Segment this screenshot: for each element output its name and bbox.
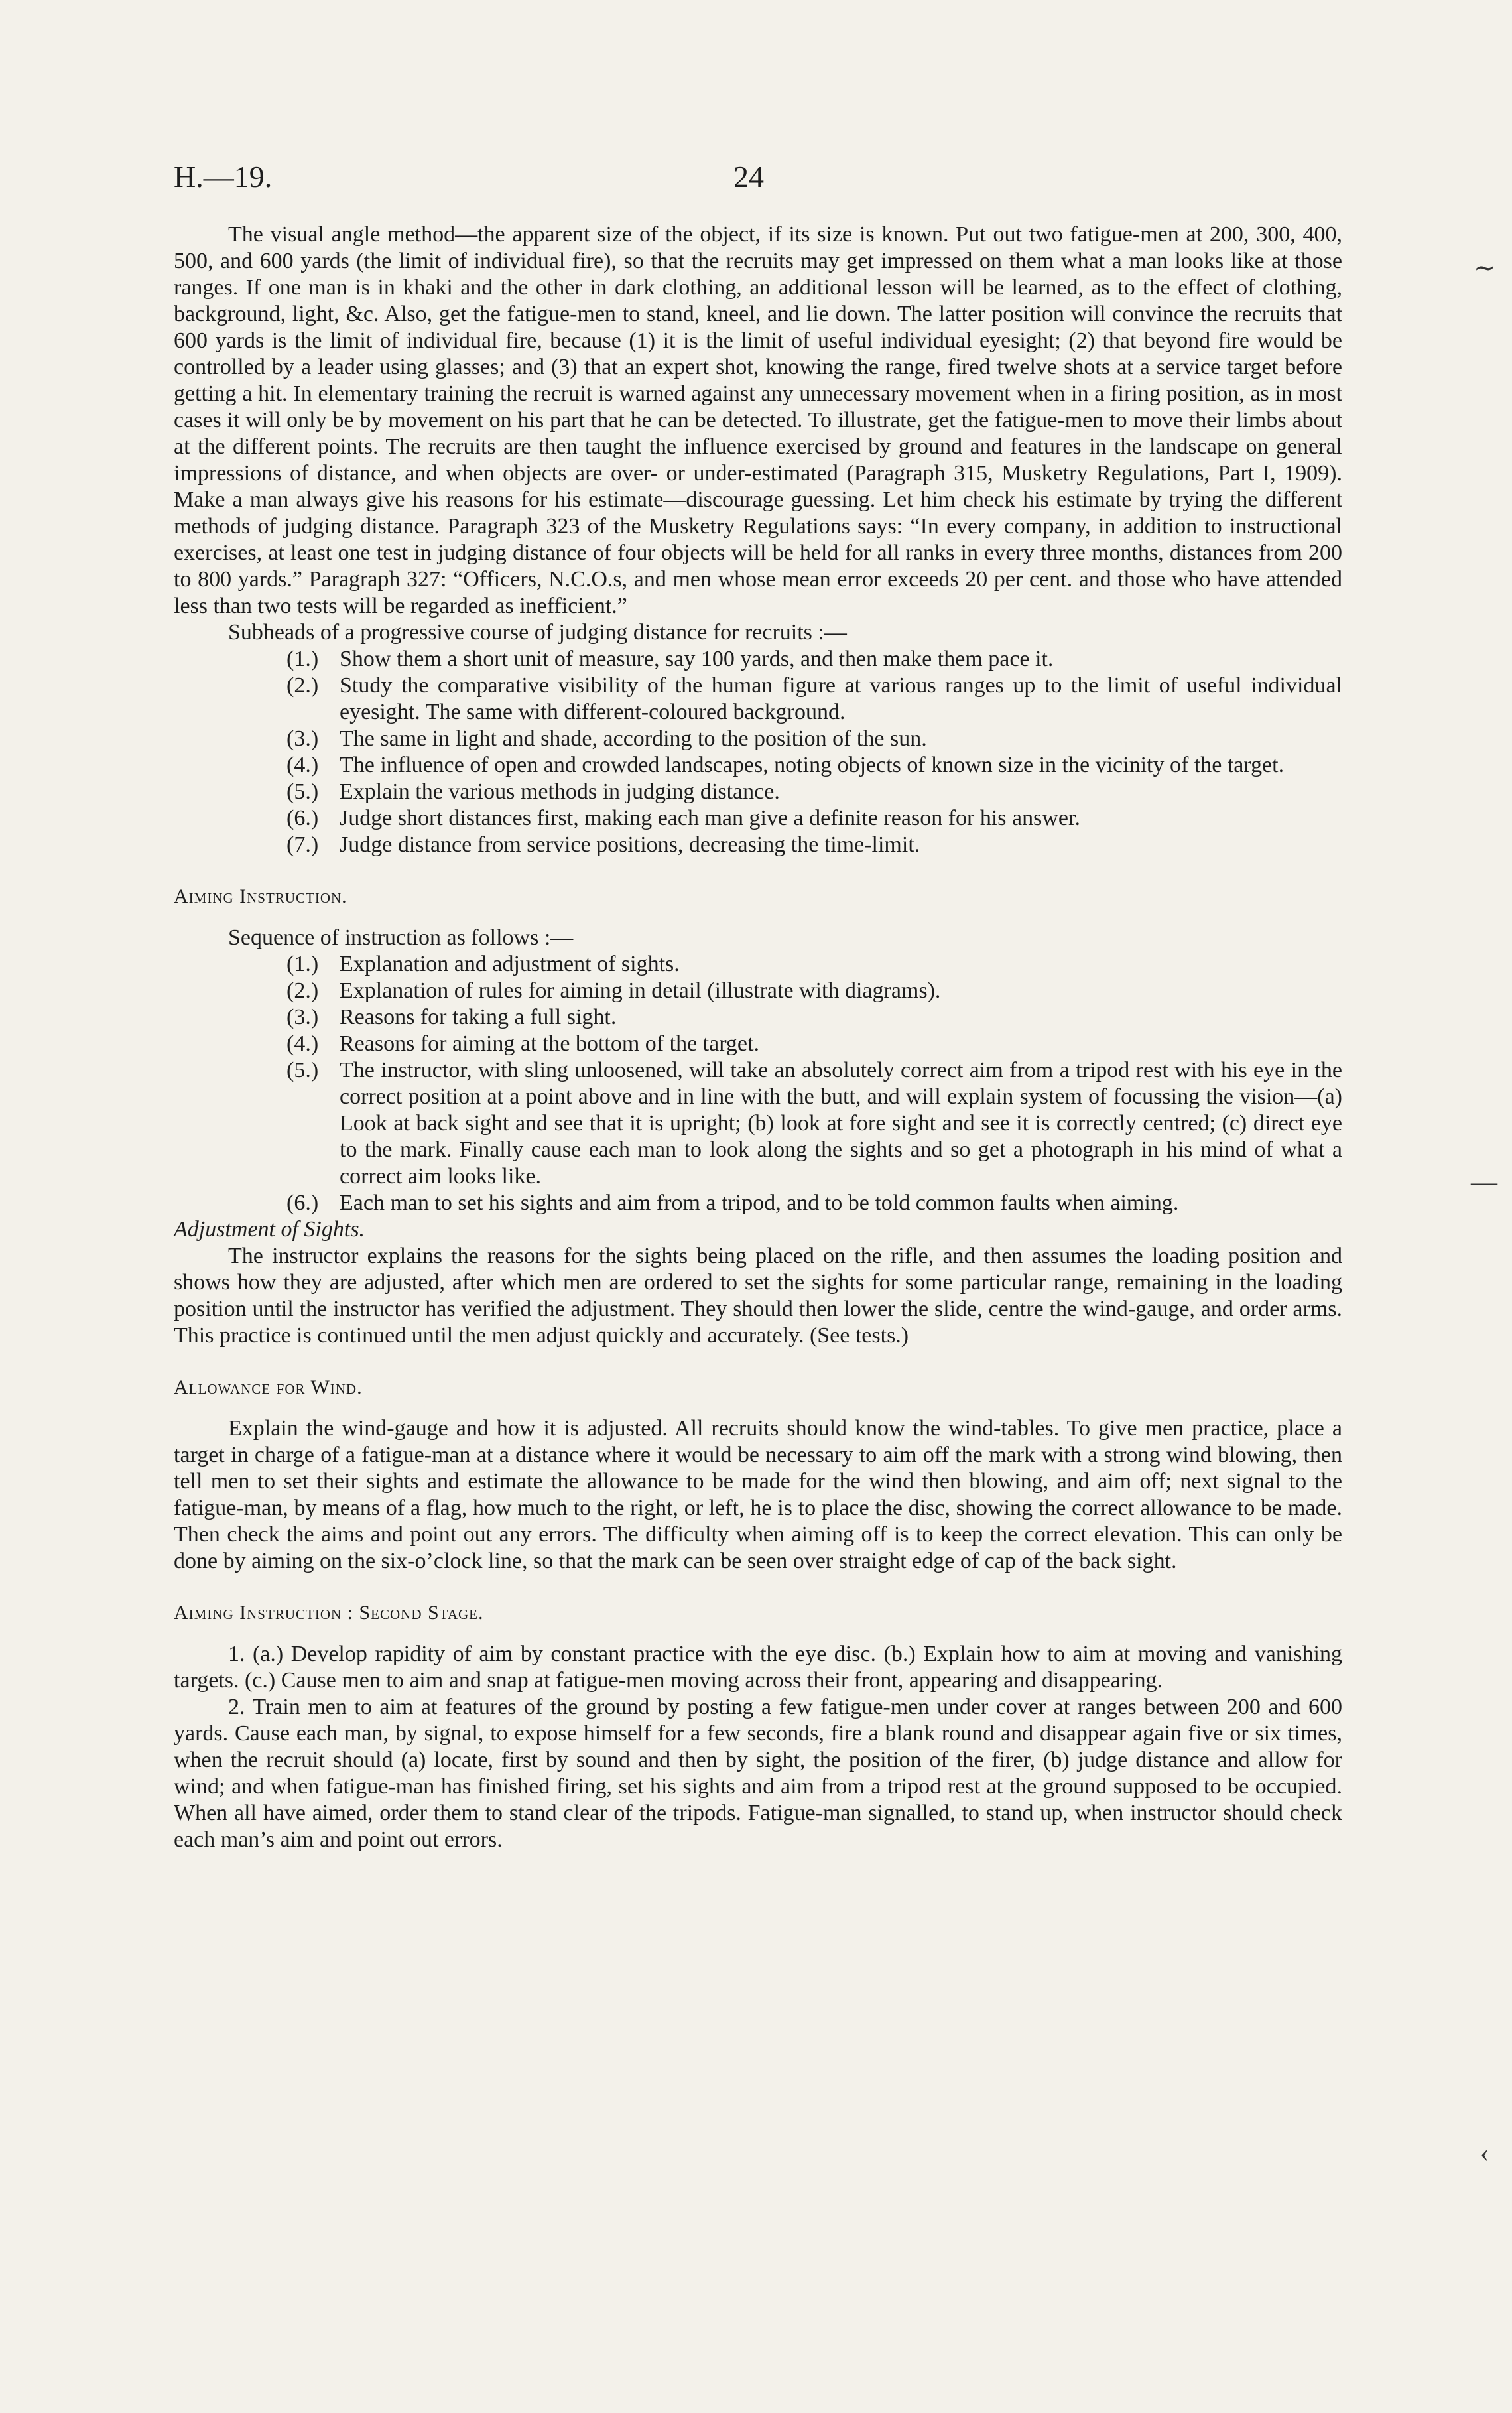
subheads-list xyxy=(174,646,1342,858)
list-item-number: (1.) xyxy=(286,647,319,671)
list-item-number: (2.) xyxy=(286,673,319,698)
subheads-lead: Subheads of a progressive course of judging distance for recruits :— xyxy=(228,620,847,645)
second-stage-paragraph-2: 2. Train men to aim at features of the ground by posting a few fatigue-men under cover at ranges between 200 and 600 yards. Cause each man, by signal, to expose himself for a few seconds, fire a blank round and disappear again five or six times, when the recruit should (a) locate, first by sound and then by sight, the position of the firer, (b) judge distance and allow for wind; and when fatigue-man has finished firing, set his sights and aim from a tripod rest at the ground supposed to be occupied. When all have aimed, order them to stand clear of the tripods. Fatigue-man signalled, to stand up, when instructor should check each man’s aim and point out errors. xyxy=(174,1695,1342,1852)
list-item-number: (2.) xyxy=(286,978,319,1003)
list-item xyxy=(174,1190,1342,1216)
list-item-text: The influence of open and crowded landscapes, noting objects of known size in the vicinity of the target. xyxy=(340,753,1285,777)
list-item xyxy=(174,805,1342,832)
second-stage-paragraph-1: 1. (a.) Develop rapidity of aim by constant practice with the eye disc. (b.) Explain how to aim at moving and vanishing targets. (c.) Cause men to aim and snap at fatigue-men moving across their front, appearing and disappearing. xyxy=(174,1642,1342,1693)
sequence-lead: Sequence of instruction as follows :— xyxy=(228,925,574,950)
list-item-number: (4.) xyxy=(286,1031,319,1056)
margin-scan-mark-icon: ∼ xyxy=(1474,253,1496,283)
list-item-text: Judge distance from service positions, decreasing the time-limit. xyxy=(340,832,920,857)
list-item-text: Reasons for aiming at the bottom of the target. xyxy=(340,1031,759,1056)
document-body xyxy=(174,222,1342,1853)
list-item-number: (5.) xyxy=(286,1058,319,1082)
visual-angle-paragraph: The visual angle method—the apparent size of the object, if its size is known. Put out two fatigue-men at 200, 300, 400, 500, and 600 yards (the limit of individual fire), so that the recruits may get impressed on them what a man looks like at those ranges. If one man is in khaki and the other in dark clothing, an additional lesson will be learned, as to the effect of clothing, background, light, &c. Also, get the fatigue-men to stand, kneel, and lie down. The latter position will convince the recruits that 600 yards is the limit of individual fire, because (1) it is the limit of useful individual eyesight; (2) that beyond fire would be controlled by a leader using glasses; and (3) that an expert shot, knowing the range, fired twelve shots at a service target before getting a hit. In elementary training the recruit is warned against any unnecessary movement when in a firing position, as in most cases it will only be by movement on his part that he can be detected. To illustrate, get the fatigue-men to move their limbs about at the different points. The recruits are then taught the influence exercised by ground and features in the landscape on general impressions of distance, and when objects are over- or under-estimated (Paragraph 315, Musketry Regulations, Part I, 1909). Make a man always give his reasons for his estimate—discourage guessing. Let him check his estimate by trying the different methods of judging distance. Paragraph 323 of the Musketry Regulations says: “In every company, in addition to instructional exercises, at least one test in judging distance of four objects will be held for all ranks in every three months, distances from 200 to 800 yards.” Paragraph 327: “Officers, N.C.O.s, and men whose mean error exceeds 20 per cent. and those who have attended less than two tests will be regarded as inefficient.” xyxy=(174,222,1342,618)
list-item-number: (6.) xyxy=(286,1191,319,1215)
list-item-number: (6.) xyxy=(286,806,319,830)
list-item xyxy=(174,978,1342,1004)
list-item xyxy=(174,832,1342,858)
list-item-text: The instructor, with sling unloosened, will take an absolutely correct aim from a tripod rest with his eye in the correct position at a point above and in line with the butt, and will explain system of focussing the vision—(a) Look at back sight and see that it is upright; (b) look at fore sight and see it is correctly centred; (c) direct eye to the mark. Finally cause each man to look along the sights and so get a photograph in his mind of what a correct aim looks like. xyxy=(340,1058,1342,1189)
second-stage-heading: Aiming Instruction : Second Stage. xyxy=(174,1602,484,1624)
list-item-text: Study the comparative visibility of the human figure at various ranges up to the limit of useful individual eyesight. The same with different-coloured background. xyxy=(340,673,1342,724)
list-item xyxy=(174,726,1342,752)
list-item-text: Judge short distances first, making each man give a definite reason for his answer. xyxy=(340,806,1080,830)
list-item-text: Explain the various methods in judging distance. xyxy=(340,779,780,804)
margin-scan-mark-icon: ‹ xyxy=(1480,2138,1489,2168)
list-item-number: (5.) xyxy=(286,779,319,804)
list-item-number: (3.) xyxy=(286,1005,319,1029)
list-item-number: (1.) xyxy=(286,952,319,976)
list-item-number: (7.) xyxy=(286,832,319,857)
adjustment-of-sights-paragraph: The instructor explains the reasons for the sights being placed on the rifle, and then assumes the loading position and shows how they are adjusted, after which men are ordered to set the sights for some particular range, remaining in the loading position until the instructor has verified the adjustment. They should then lower the slide, centre the wind-gauge, and order arms. This practice is continued until the men adjust quickly and accurately. (See tests.) xyxy=(174,1244,1342,1348)
list-item-text: Show them a short unit of measure, say 100 yards, and then make them pace it. xyxy=(340,647,1054,671)
list-item-text: Explanation of rules for aiming in detail (illustrate with diagrams). xyxy=(340,978,941,1003)
list-item-text: Each man to set his sights and aim from a tripod, and to be told common faults when aiming. xyxy=(340,1191,1179,1215)
list-item-number: (4.) xyxy=(286,753,319,777)
page-number: 24 xyxy=(733,160,764,194)
margin-scan-mark-icon: — xyxy=(1471,1167,1497,1197)
list-item xyxy=(174,1031,1342,1057)
list-item xyxy=(174,673,1342,726)
list-item xyxy=(174,1057,1342,1190)
allowance-for-wind-heading: Allowance for Wind. xyxy=(174,1376,363,1398)
list-item-text: Reasons for taking a full sight. xyxy=(340,1005,617,1029)
list-item xyxy=(174,646,1342,673)
aiming-instruction-heading: Aiming Instruction. xyxy=(174,885,347,907)
document-reference: H.—19. xyxy=(174,160,273,194)
list-item xyxy=(174,779,1342,805)
adjustment-of-sights-heading: Adjustment of Sights. xyxy=(174,1217,365,1242)
list-item xyxy=(174,951,1342,978)
list-item xyxy=(174,752,1342,779)
allowance-for-wind-paragraph: Explain the wind-gauge and how it is adjusted. All recruits should know the wind-tables. To give men practice, place a target in charge of a fatigue-man at a distance where it would be necessary to aim off the mark with a strong wind blowing, then tell men to set their sights and estimate the allowance to be made for the wind then blowing, and aim off; next signal to the fatigue-man, by means of a flag, how much to the right, or left, he is to place the disc, showing the correct allowance to be made. Then check the aims and point out any errors. The difficulty when aiming off is to keep the correct elevation. This can only be done by aiming on the six-o’clock line, so that the mark can be seen over straight edge of cap of the back sight. xyxy=(174,1416,1342,1573)
list-item xyxy=(174,1004,1342,1031)
aiming-sequence-list xyxy=(174,951,1342,1216)
list-item-number: (3.) xyxy=(286,726,319,751)
list-item-text: The same in light and shade, according to the position of the sun. xyxy=(340,726,927,751)
list-item-text: Explanation and adjustment of sights. xyxy=(340,952,680,976)
page-header xyxy=(174,159,1434,212)
